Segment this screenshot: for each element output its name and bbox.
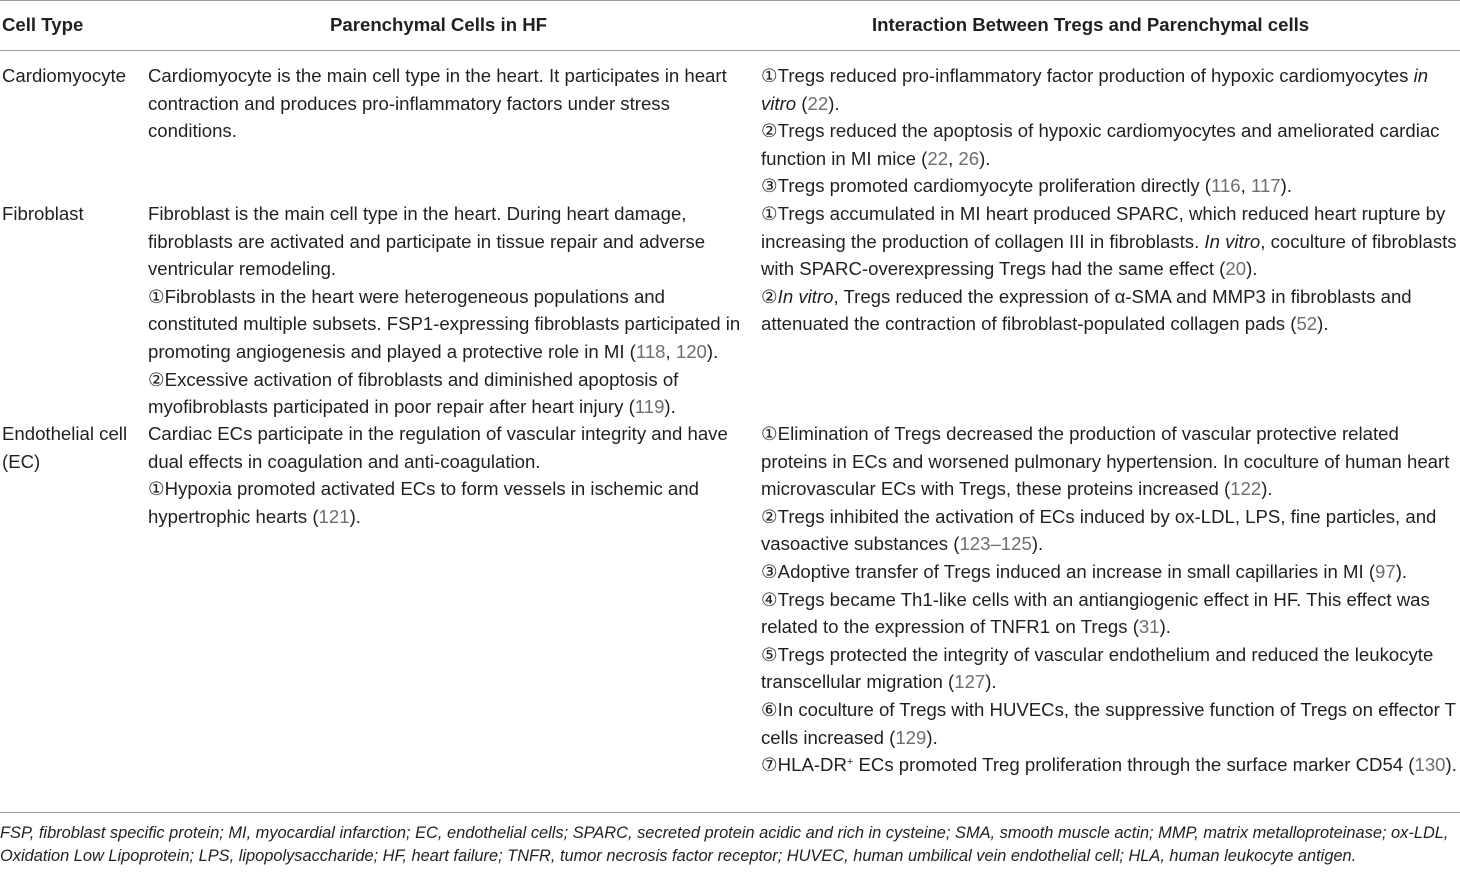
interaction-item: ①Tregs accumulated in MI heart produced SPARC, which reduced heart rupture by increasing the production of collagen III in fibroblasts. In vitro, coculture of fibroblasts with SPARC-overexpressing Tregs had the same effect (20). [761, 203, 1457, 280]
interaction-item: ③Tregs promoted cardiomyocyte proliferation directly (116, 117). [761, 175, 1293, 197]
header-interaction: Interaction Between Tregs and Parenchymal cells [872, 14, 1310, 35]
cell-type-label: Endothelial cell [2, 423, 128, 444]
interaction-item: ③Adoptive transfer of Tregs induced an increase in small capillaries in MI (97). [761, 560, 1408, 582]
cell-type-label: Fibroblast [2, 203, 84, 224]
parenchymal-cell [148, 200, 748, 421]
interaction-item: ②In vitro, Tregs reduced the expression of α-SMA and MMP3 in fibroblasts and attenuated the contraction of fibroblast-populated collagen pads (52). [761, 285, 1412, 335]
parenchymal-text: ②Excessive activation of fibroblasts and diminished apoptosis of myofibroblasts participated in poor repair after heart injury (119). [148, 368, 679, 418]
interaction-item: ⑤Tregs protected the integrity of vascular endothelium and reduced the leukocyte transcellular migration (127). [761, 643, 1434, 693]
interaction-item: ⑥In coculture of Tregs with HUVECs, the suppressive function of Tregs on effector T cells increased (129). [761, 698, 1456, 748]
interaction-item: ①Tregs reduced pro-inflammatory factor production of hypoxic cardiomyocytes in vitro (22). [761, 65, 1429, 114]
table-bottom-rule [0, 812, 1460, 813]
interaction-cell [761, 420, 1459, 779]
parenchymal-text: ①Hypoxia promoted activated ECs to form vessels in ischemic and hypertrophic hearts (121). [148, 478, 699, 527]
parenchymal-cell [148, 62, 748, 145]
parenchymal-text: Cardiac ECs participate in the regulation of vascular integrity and have dual effects in coagulation and anti-coagulation. [148, 423, 728, 472]
interaction-cell [761, 62, 1459, 200]
header-cell-type: Cell Type [2, 14, 84, 35]
interaction-item: ⑦HLA-DR+ ECs promoted Treg proliferation through the surface marker CD54 (130). [761, 754, 1457, 776]
header-parenchymal: Parenchymal Cells in HF [330, 14, 548, 35]
cell-type-label: (EC) [2, 450, 41, 472]
table-row [2, 420, 142, 475]
interaction-item: ①Elimination of Tregs decreased the production of vascular protective related proteins in ECs and worsened pulmonary hypertension. In coculture of human heart microvascular ECs with Tregs, these proteins increased (122). [761, 423, 1450, 500]
parenchymal-text: Fibroblast is the main cell type in the heart. During heart damage, fibroblasts are activated and participate in tissue repair and adverse ventricular remodeling. [148, 203, 706, 280]
table-footnote: FSP, fibroblast specific protein; MI, myocardial infarction; EC, endothelial cells; SPARC, secreted protein acidic and rich in cysteine; SMA, smooth muscle actin; MMP, matrix metalloproteinase; ox-LDL, Oxidation Low Lipoprotein; LPS, lipopolysaccharide; HF, heart failure; TNFR, tumor necrosis factor receptor; HUVEC, human umbilical vein endothelial cell; HLA, human leukocyte antigen. [0, 824, 1449, 865]
interaction-item: ②Tregs inhibited the activation of ECs induced by ox-LDL, LPS, fine particles, and vasoactive substances (123–125). [761, 505, 1437, 555]
table-row [2, 200, 142, 228]
parenchymal-text: ①Fibroblasts in the heart were heterogeneous populations and constituted multiple subsets. FSP1-expressing fibroblasts participated in promoting angiogenesis and played a protective role in MI (118, 120). [148, 285, 741, 362]
table-top-rule [0, 0, 1460, 1]
interaction-item: ②Tregs reduced the apoptosis of hypoxic cardiomyocytes and ameliorated cardiac function in MI mice (22, 26). [761, 120, 1440, 169]
table-row [2, 62, 142, 90]
parenchymal-cell [148, 420, 748, 530]
cell-type-label: Cardiomyocyte [2, 65, 127, 86]
interaction-cell [761, 200, 1459, 338]
parenchymal-text: Cardiomyocyte is the main cell type in the heart. It participates in heart contraction and produces pro-inflammatory factors under stress conditions. [148, 65, 727, 142]
header-rule [0, 50, 1460, 51]
interaction-item: ④Tregs became Th1-like cells with an antiangiogenic effect in HF. This effect was related to the expression of TNFR1 on Tregs (31). [761, 588, 1430, 638]
